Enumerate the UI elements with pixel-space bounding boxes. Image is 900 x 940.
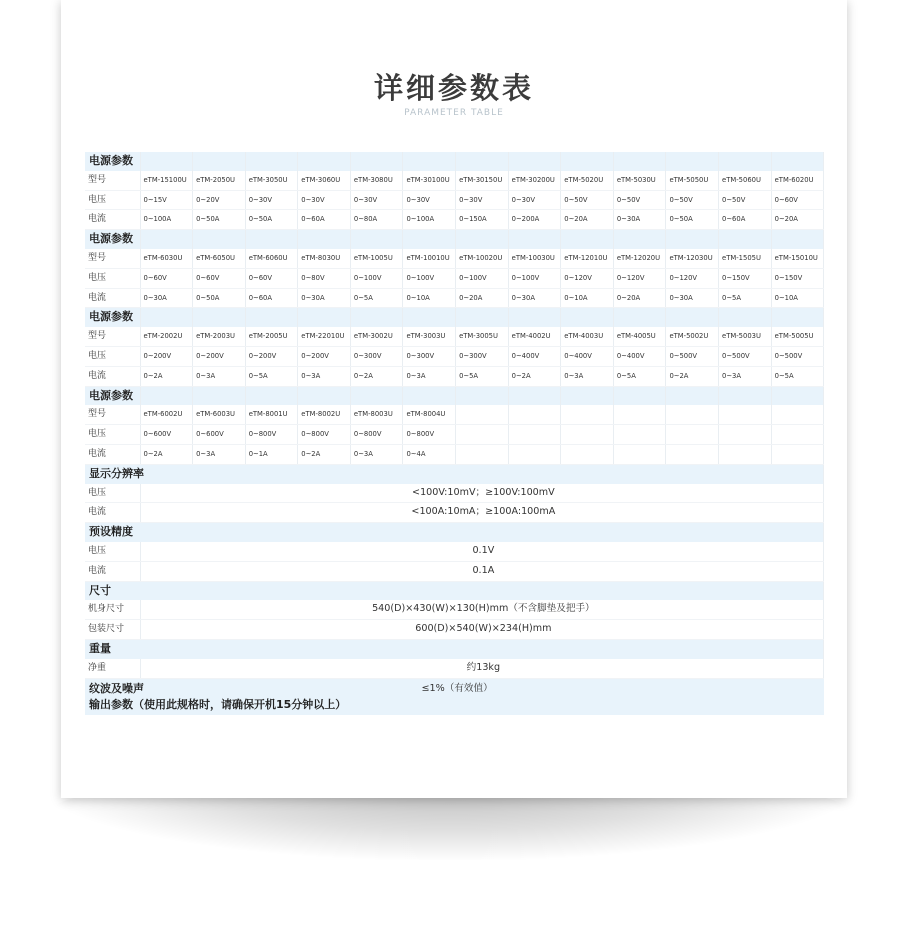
section-title: 电源参数 [85,230,140,249]
model-name: eTM-3003U [403,327,456,346]
spec-value: 0~400V [613,346,666,366]
spec-value: 0~50V [613,190,666,210]
section-title: 电源参数 [85,152,140,171]
spec-value: 0~20A [771,210,824,230]
spec-value [613,425,666,445]
model-name: eTM-6002U [140,405,193,424]
section-spacer-cell [298,308,351,327]
spec-value: 0~30A [508,288,561,308]
spec-value: 0~100V [456,268,509,288]
voltage-row [85,268,824,288]
spec-value: 0~3A [298,366,351,386]
spec-value: 0~100A [140,210,193,230]
model-name: eTM-4005U [613,327,666,346]
spec-value: 0.1A [140,561,824,581]
section-spacer-cell [298,386,351,405]
spec-value: 0~2A [666,366,719,386]
section-spacer-cell [456,386,509,405]
spec-value: 0~150A [456,210,509,230]
spec-value: 0~300V [403,346,456,366]
row-label: 机身尺寸 [85,600,140,619]
spec-value: 0~120V [666,268,719,288]
spec-value: 约13kg [140,659,824,678]
spec-value: 0~60A [298,210,351,230]
model-name: eTM-22010U [298,327,351,346]
spec-value: 0~5A [719,288,772,308]
model-row [85,327,824,346]
spec-value: 0~500V [771,346,824,366]
row-label: 电压 [85,425,140,445]
spec-value: 0~120V [561,268,614,288]
model-name: eTM-4002U [508,327,561,346]
model-name: eTM-3050U [245,171,298,190]
section-spacer-cell [613,230,666,249]
spec-value: 0~10A [771,288,824,308]
section-title: 电源参数 [85,386,140,405]
model-name: eTM-8030U [298,249,351,268]
row-label: 电压 [85,346,140,366]
model-name: eTM-5030U [613,171,666,190]
row-label: 电流 [85,444,140,464]
section-spacer-cell [771,230,824,249]
row-label: 型号 [85,327,140,346]
section-spacer-cell [193,230,246,249]
section-spacer-cell [456,230,509,249]
section-spacer-cell [508,230,561,249]
row-label: 电流 [85,288,140,308]
spec-value: 0~5A [350,288,403,308]
spec-value [666,425,719,445]
model-name: eTM-12020U [613,249,666,268]
section-title: 尺寸 [85,581,824,600]
spec-value: 0~4A [403,444,456,464]
spec-value: 0~100V [403,268,456,288]
row-label: 型号 [85,405,140,424]
section-spacer-cell [613,152,666,171]
spec-value: 0~30A [666,288,719,308]
spec-value: 0~300V [456,346,509,366]
current-row [85,444,824,464]
spec-row [85,659,824,678]
model-name: eTM-6060U [245,249,298,268]
section-spacer-cell [403,152,456,171]
model-name: eTM-2003U [193,327,246,346]
model-name: eTM-2002U [140,327,193,346]
spec-value: 0~800V [350,425,403,445]
spec-value: 0~10A [403,288,456,308]
section-spacer-cell [245,386,298,405]
spec-value: <100A:10mA；≥100A:100mA [140,503,824,523]
section-spacer-cell [771,308,824,327]
model-name [508,405,561,424]
spec-value: 540(D)×430(W)×130(H)mm（不含脚垫及把手） [140,600,824,619]
section-spacer-cell [140,386,193,405]
row-label: 电压 [85,484,140,503]
row-label: 电压 [85,190,140,210]
spec-value: 0~60V [193,268,246,288]
section-spacer-cell [193,308,246,327]
section-title: 预设精度 [85,523,824,542]
spec-value [719,444,772,464]
row-label: 型号 [85,249,140,268]
spec-value [613,444,666,464]
spec-value: 0~800V [245,425,298,445]
model-name: eTM-10030U [508,249,561,268]
spec-value: 0~500V [719,346,772,366]
section-header-row [85,308,824,327]
section-spacer-cell [613,386,666,405]
section-spacer-cell [403,230,456,249]
spec-value: 0~20V [193,190,246,210]
spec-value: 0~1A [245,444,298,464]
spec-value: 0~30V [403,190,456,210]
section-spacer-cell [350,230,403,249]
section-title: 显示分辨率 [85,464,824,483]
model-name [719,405,772,424]
model-row [85,405,824,424]
spec-value: 0~100V [350,268,403,288]
spec-value: 0~400V [561,346,614,366]
parameter-table [85,152,824,715]
model-row [85,171,824,190]
spec-value: 0~300V [350,346,403,366]
spec-value: 0~30V [456,190,509,210]
model-name: eTM-12030U [666,249,719,268]
model-name: eTM-12010U [561,249,614,268]
spec-value: 0~30V [245,190,298,210]
section-spacer-cell [561,308,614,327]
model-name: eTM-15010U [771,249,824,268]
spec-value: 0~100A [403,210,456,230]
model-name: eTM-30100U [403,171,456,190]
section-header-row [85,581,824,600]
section-spacer-cell [403,308,456,327]
model-name: eTM-5050U [666,171,719,190]
spec-value: 0~3A [403,366,456,386]
voltage-row [85,190,824,210]
spec-value: 0~30A [613,210,666,230]
section-header-row [85,523,824,542]
model-name [666,405,719,424]
spec-row [85,600,824,619]
row-label: 净重 [85,659,140,678]
model-name: eTM-6030U [140,249,193,268]
spec-value: 0~2A [140,444,193,464]
model-name: eTM-15100U [140,171,193,190]
section-spacer-cell [508,152,561,171]
row-label: 电流 [85,503,140,523]
model-name: eTM-30150U [456,171,509,190]
spec-value: 0~3A [350,444,403,464]
section-spacer-cell [245,308,298,327]
section-spacer-cell [771,386,824,405]
spec-value: 0~5A [771,366,824,386]
spec-value: 0~600V [140,425,193,445]
spec-value: 0~30A [298,288,351,308]
spec-value: 0~50V [561,190,614,210]
spec-value: 0~5A [245,366,298,386]
spec-value: 0~200V [193,346,246,366]
row-label: 电流 [85,210,140,230]
spec-value: 0~3A [193,444,246,464]
section-spacer-cell [561,230,614,249]
model-name: eTM-8003U [350,405,403,424]
model-name: eTM-2050U [193,171,246,190]
model-name: eTM-4003U [561,327,614,346]
section-spacer-cell [719,386,772,405]
spec-value [561,444,614,464]
model-name: eTM-1005U [350,249,403,268]
section-spacer-cell [561,386,614,405]
spec-value: 0~2A [350,366,403,386]
ripple-note: 输出参数（使用此规格时，请确保开机15分钟以上） [89,697,347,711]
spec-value: 0~60V [140,268,193,288]
model-name: eTM-5002U [666,327,719,346]
section-header-row [85,152,824,171]
ripple-spacer [561,678,824,715]
spec-row [85,484,824,503]
section-spacer-cell [298,152,351,171]
spec-value: 0~20A [561,210,614,230]
row-label: 电流 [85,561,140,581]
section-spacer-cell [350,386,403,405]
spec-value: 0~20A [456,288,509,308]
spec-value [719,425,772,445]
page-title: 详细参数表 [373,71,534,105]
model-name [613,405,666,424]
spec-value: 0~100V [508,268,561,288]
spec-value: 0~3A [561,366,614,386]
section-spacer-cell [666,230,719,249]
spec-value: 0~60A [719,210,772,230]
current-row [85,288,824,308]
spec-value: 0~50V [719,190,772,210]
row-label: 型号 [85,171,140,190]
section-spacer-cell [193,152,246,171]
voltage-row [85,346,824,366]
model-name [456,405,509,424]
spec-value: 0~15V [140,190,193,210]
spec-value: 0~200V [298,346,351,366]
row-label: 电压 [85,268,140,288]
model-name: eTM-30200U [508,171,561,190]
spec-value: 0~60V [245,268,298,288]
spec-value: 0~200A [508,210,561,230]
model-name: eTM-8002U [298,405,351,424]
spec-value: 0~150V [771,268,824,288]
section-spacer-cell [719,308,772,327]
spec-value [771,425,824,445]
spec-row [85,561,824,581]
ripple-label: 纹波及噪声 [89,681,144,695]
section-spacer-cell [298,230,351,249]
spec-row [85,620,824,640]
spec-value: 0~80A [350,210,403,230]
row-label: 电流 [85,366,140,386]
section-spacer-cell [140,152,193,171]
section-spacer-cell [350,152,403,171]
model-name [771,405,824,424]
spec-value: 0~30V [508,190,561,210]
spec-value: 0~150V [719,268,772,288]
page-subtitle: PARAMETER TABLE [404,108,504,118]
section-spacer-cell [561,152,614,171]
spec-value: 0.1V [140,542,824,561]
section-spacer-cell [508,386,561,405]
spec-value: 0~200V [245,346,298,366]
section-spacer-cell [140,308,193,327]
model-name: eTM-3005U [456,327,509,346]
spec-value [771,444,824,464]
voltage-row [85,425,824,445]
spec-value: 0~50V [666,190,719,210]
section-spacer-cell [245,152,298,171]
section-spacer-cell [666,152,719,171]
model-name: eTM-6050U [193,249,246,268]
section-title: 重量 [85,639,824,658]
spec-value [456,425,509,445]
row-label: 电压 [85,542,140,561]
section-spacer-cell [613,308,666,327]
model-name: eTM-6020U [771,171,824,190]
spec-value: 0~60A [245,288,298,308]
section-spacer-cell [456,152,509,171]
spec-value: 0~10A [561,288,614,308]
model-name: eTM-6003U [193,405,246,424]
section-spacer-cell [508,308,561,327]
model-name: eTM-5060U [719,171,772,190]
spec-value: 0~3A [719,366,772,386]
section-spacer-cell [456,308,509,327]
ripple-value: ≤1%（有效值） [350,678,560,715]
model-name: eTM-3060U [298,171,351,190]
spec-value: 0~50A [245,210,298,230]
spec-value: 0~60V [771,190,824,210]
section-title: 电源参数 [85,308,140,327]
section-spacer-cell [771,152,824,171]
spec-value: 0~120V [613,268,666,288]
ripple-label-cell [85,678,350,715]
section-spacer-cell [245,230,298,249]
spec-value [666,444,719,464]
spec-row [85,542,824,561]
spec-value [561,425,614,445]
model-name: eTM-10010U [403,249,456,268]
spec-value: 0~30V [350,190,403,210]
spec-value: 0~800V [298,425,351,445]
spec-value: 0~80V [298,268,351,288]
model-name: eTM-5020U [561,171,614,190]
ripple-row [85,678,824,715]
spec-value: 0~2A [140,366,193,386]
section-header-row [85,464,824,483]
spec-value: 600(D)×540(W)×234(H)mm [140,620,824,640]
spec-value: <100V:10mV；≥100V:100mV [140,484,824,503]
section-spacer-cell [350,308,403,327]
section-spacer-cell [666,386,719,405]
model-name: eTM-5005U [771,327,824,346]
spec-value: 0~50A [193,288,246,308]
model-name: eTM-2005U [245,327,298,346]
section-spacer-cell [193,386,246,405]
section-spacer-cell [140,230,193,249]
current-row [85,366,824,386]
spec-value: 0~50A [666,210,719,230]
section-header-row [85,639,824,658]
spec-value: 0~400V [508,346,561,366]
spec-value: 0~20A [613,288,666,308]
model-name: eTM-8004U [403,405,456,424]
spec-value: 0~30V [298,190,351,210]
section-header-row [85,386,824,405]
spec-value: 0~30A [140,288,193,308]
section-spacer-cell [666,308,719,327]
model-name: eTM-3080U [350,171,403,190]
section-spacer-cell [719,230,772,249]
model-row [85,249,824,268]
row-label: 包装尺寸 [85,620,140,640]
section-spacer-cell [403,386,456,405]
spec-row [85,503,824,523]
spec-value [456,444,509,464]
spec-value: 0~5A [613,366,666,386]
model-name: eTM-3002U [350,327,403,346]
spec-value: 0~3A [193,366,246,386]
section-spacer-cell [719,152,772,171]
model-name [561,405,614,424]
spec-value: 0~2A [298,444,351,464]
spec-value: 0~2A [508,366,561,386]
spec-value: 0~800V [403,425,456,445]
spec-value [508,444,561,464]
spec-value: 0~500V [666,346,719,366]
spec-value: 0~200V [140,346,193,366]
spec-value: 0~600V [193,425,246,445]
model-name: eTM-8001U [245,405,298,424]
model-name: eTM-1505U [719,249,772,268]
spec-value [508,425,561,445]
model-name: eTM-10020U [456,249,509,268]
parameter-sheet [61,0,847,798]
spec-value: 0~5A [456,366,509,386]
model-name: eTM-5003U [719,327,772,346]
spec-value: 0~50A [193,210,246,230]
section-header-row [85,230,824,249]
current-row [85,210,824,230]
